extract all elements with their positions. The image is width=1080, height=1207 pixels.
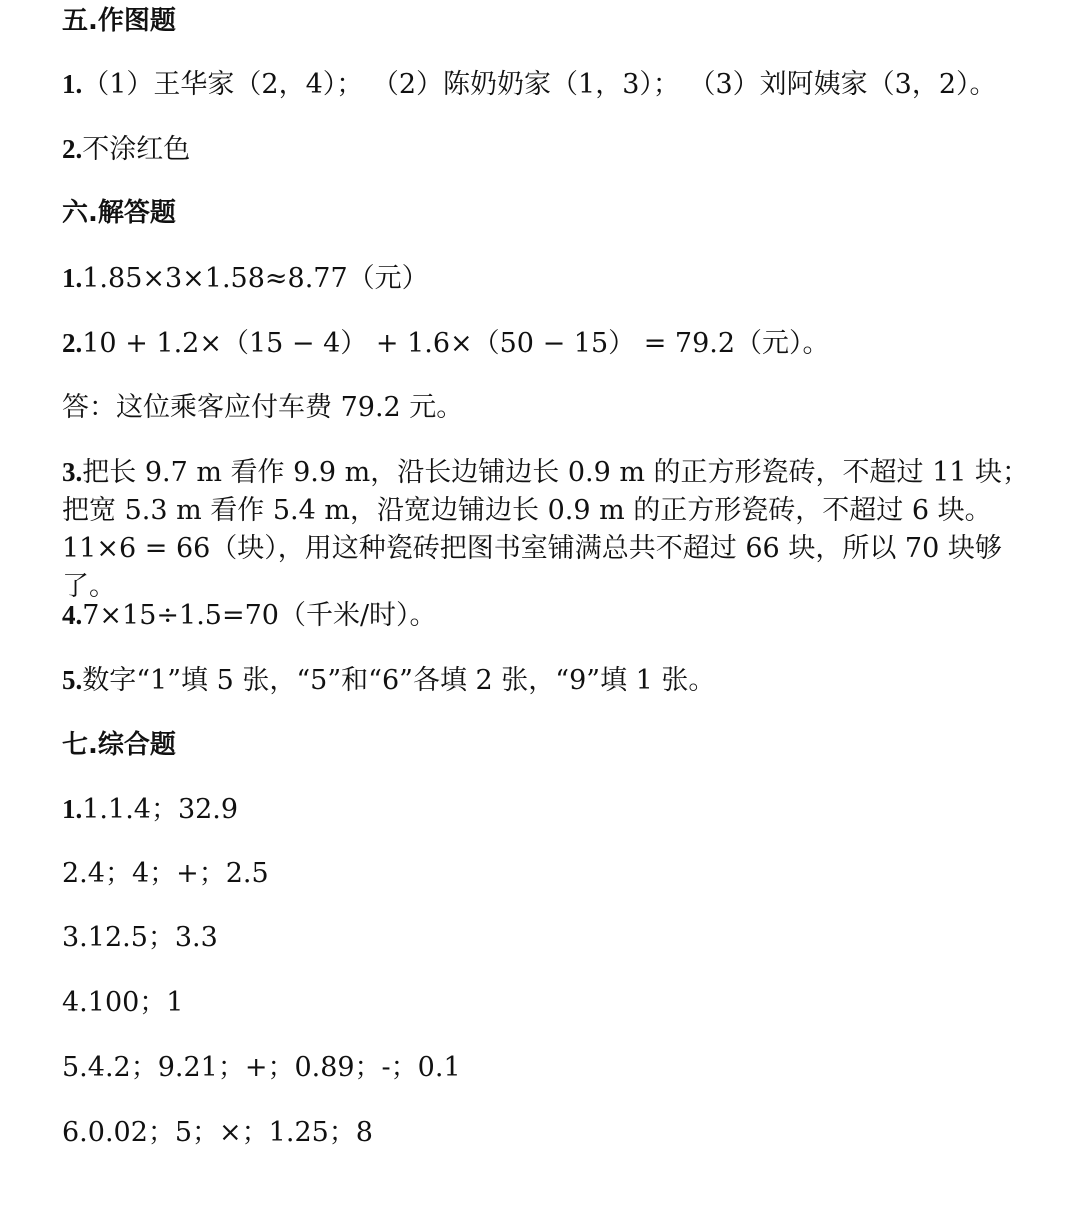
item-number: 4. bbox=[62, 600, 83, 630]
item-number: 1. bbox=[62, 263, 83, 293]
answer-item: 2.4；4；+；2.5 bbox=[62, 858, 269, 889]
item-number: 3. bbox=[62, 457, 83, 487]
item-number: 1. bbox=[62, 794, 83, 824]
answer-item bbox=[62, 326, 830, 361]
section-heading-6: 六.解答题 bbox=[62, 198, 176, 228]
answer-item bbox=[62, 67, 997, 102]
section-heading-7: 七.综合题 bbox=[62, 730, 176, 760]
item-number: 2. bbox=[62, 134, 83, 164]
answer-item bbox=[62, 261, 429, 296]
item-text: （1）王华家（2，4）； （2）陈奶奶家（1，3）； （3）刘阿姨家（3，2）。 bbox=[82, 69, 997, 100]
answer-statement: 答：这位乘客应付车费 79.2 元。 bbox=[62, 392, 464, 423]
item-number: 1. bbox=[62, 69, 83, 99]
item-text: 数字“1”填 5 张，“5”和“6”各填 2 张，“9”填 1 张。 bbox=[82, 665, 716, 696]
section-heading-5: 五.作图题 bbox=[62, 6, 176, 36]
item-text: 7×15÷1.5=70（千米/时）。 bbox=[82, 600, 437, 631]
item-text: 10 + 1.2×（15 − 4） + 1.6×（50 − 15） = 79.2（元）。 bbox=[82, 328, 830, 359]
answer-item: 4.100；1 bbox=[62, 987, 184, 1018]
answer-item bbox=[62, 792, 238, 827]
answer-item bbox=[62, 132, 190, 167]
item-text: 把长 9.7 m 看作 9.9 m，沿长边铺边长 0.9 m 的正方形瓷砖，不超过 11 块；把宽 5.3 m 看作 5.4 m，沿宽边铺边长 0.9 m 的正方形瓷砖，不超过 6 块。11×6 = 66（块），用这种瓷砖把图书室铺满总共不超过 66 块，所以 70 块够了。 bbox=[62, 457, 1030, 602]
item-number: 2. bbox=[62, 328, 83, 358]
answer-item bbox=[62, 663, 715, 698]
item-number: 5. bbox=[62, 665, 83, 695]
answer-item: 5.4.2；9.21；+；0.89；-；0.1 bbox=[62, 1052, 461, 1083]
answer-item bbox=[62, 598, 437, 633]
answer-item: 6.0.02；5；×；1.25；8 bbox=[62, 1117, 373, 1148]
item-text: 1.1.4；32.9 bbox=[82, 794, 239, 825]
answer-item bbox=[62, 453, 1052, 606]
answer-item: 3.12.5；3.3 bbox=[62, 922, 218, 953]
item-text: 不涂红色 bbox=[82, 134, 191, 165]
item-text: 1.85×3×1.58≈8.77（元） bbox=[82, 263, 429, 294]
